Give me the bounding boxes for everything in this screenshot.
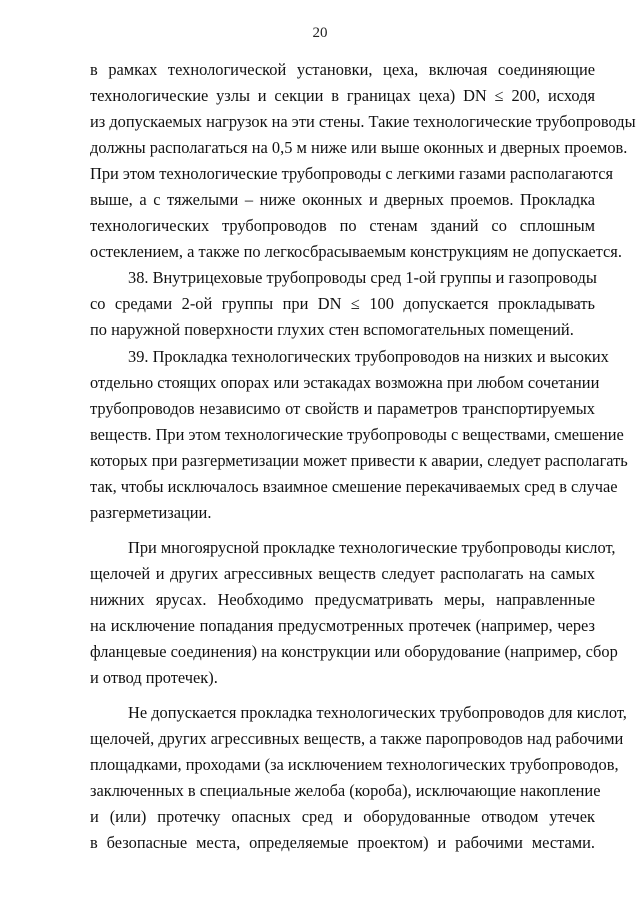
- paragraph-39: [90, 344, 628, 526]
- text-line: фланцевые соединения) на конструкции или оборудование (например, сбор: [90, 642, 618, 662]
- paragraph-continuation: [90, 57, 636, 265]
- text-line: трубопроводов независимо от свойств и параметров транспортируемых: [90, 398, 595, 418]
- text-line: отдельно стоящих опорах или эстакадах возможна при любом сочетании: [90, 372, 600, 392]
- text-line: разгерметизации.: [90, 502, 212, 522]
- text-line: Не допускается прокладка технологических трубопроводов для кислот,: [128, 703, 627, 723]
- text-line: При этом технологические трубопроводы с легкими газами располагаются: [90, 164, 614, 184]
- text-line: щелочей, других агрессивных веществ, а также паропроводов над рабочими: [90, 729, 624, 749]
- text-line: остеклением, а также по легкосбрасываемым конструкциям не допускается.: [90, 242, 622, 262]
- paragraph-38: [90, 265, 595, 343]
- text-line: выше, а с тяжелыми – ниже оконных и дверных проемов. Прокладка: [90, 190, 595, 210]
- text-line: веществ. При этом технологические трубопроводы с веществами, смешение: [90, 424, 624, 444]
- text-line: должны располагаться на 0,5 м ниже или выше оконных и дверных проемов.: [90, 138, 628, 158]
- text-line: в безопасные места, определяемые проектом) и рабочими местами.: [90, 833, 595, 853]
- text-line: технологические узлы и секции в границах цеха) DN ≤ 200, исходя: [90, 86, 595, 106]
- text-line: заключенных в специальные желоба (короба), исключающие накопление: [90, 781, 601, 801]
- paragraph-multitier: [90, 535, 618, 691]
- text-line: 38. Внутрицеховые трубопроводы сред 1-ой группы и газопроводы: [128, 268, 597, 288]
- text-line: площадками, проходами (за исключением технологических трубопроводов,: [90, 755, 619, 775]
- text-line: со средами 2-ой группы при DN ≤ 100 допускается прокладывать: [90, 294, 595, 314]
- text-line: технологических трубопроводов по стенам зданий со сплошным: [90, 216, 595, 236]
- text-line: из допускаемых нагрузок на эти стены. Такие технологические трубопроводы: [90, 112, 636, 132]
- document-body: [90, 57, 636, 856]
- text-line: и (или) протечку опасных сред и оборудованные отводом утечек: [90, 807, 595, 827]
- text-line: щелочей и других агрессивных веществ следует располагать на самых: [90, 563, 595, 583]
- text-line: по наружной поверхности глухих стен вспомогательных помещений.: [90, 320, 574, 340]
- page-number: 20: [312, 25, 328, 41]
- paragraph-spacer: [90, 691, 595, 700]
- text-line: При многоярусной прокладке технологические трубопроводы кислот,: [128, 537, 616, 557]
- text-line: так, чтобы исключалось взаимное смешение перекачиваемых сред в случае: [90, 476, 618, 496]
- text-line: нижних ярусах. Необходимо предусматривать меры, направленные: [90, 589, 595, 609]
- text-line: которых при разгерметизации может привести к аварии, следует располагать: [90, 450, 628, 470]
- text-line: в рамках технологической установки, цеха, включая соединяющие: [90, 60, 595, 79]
- paragraph-not-allowed: [90, 700, 627, 856]
- text-line: на исключение попадания предусмотренных протечек (например, через: [90, 615, 595, 635]
- text-line: 39. Прокладка технологических трубопроводов на низких и высоких: [128, 346, 609, 366]
- text-line: и отвод протечек).: [90, 668, 218, 688]
- paragraph-spacer: [90, 526, 595, 535]
